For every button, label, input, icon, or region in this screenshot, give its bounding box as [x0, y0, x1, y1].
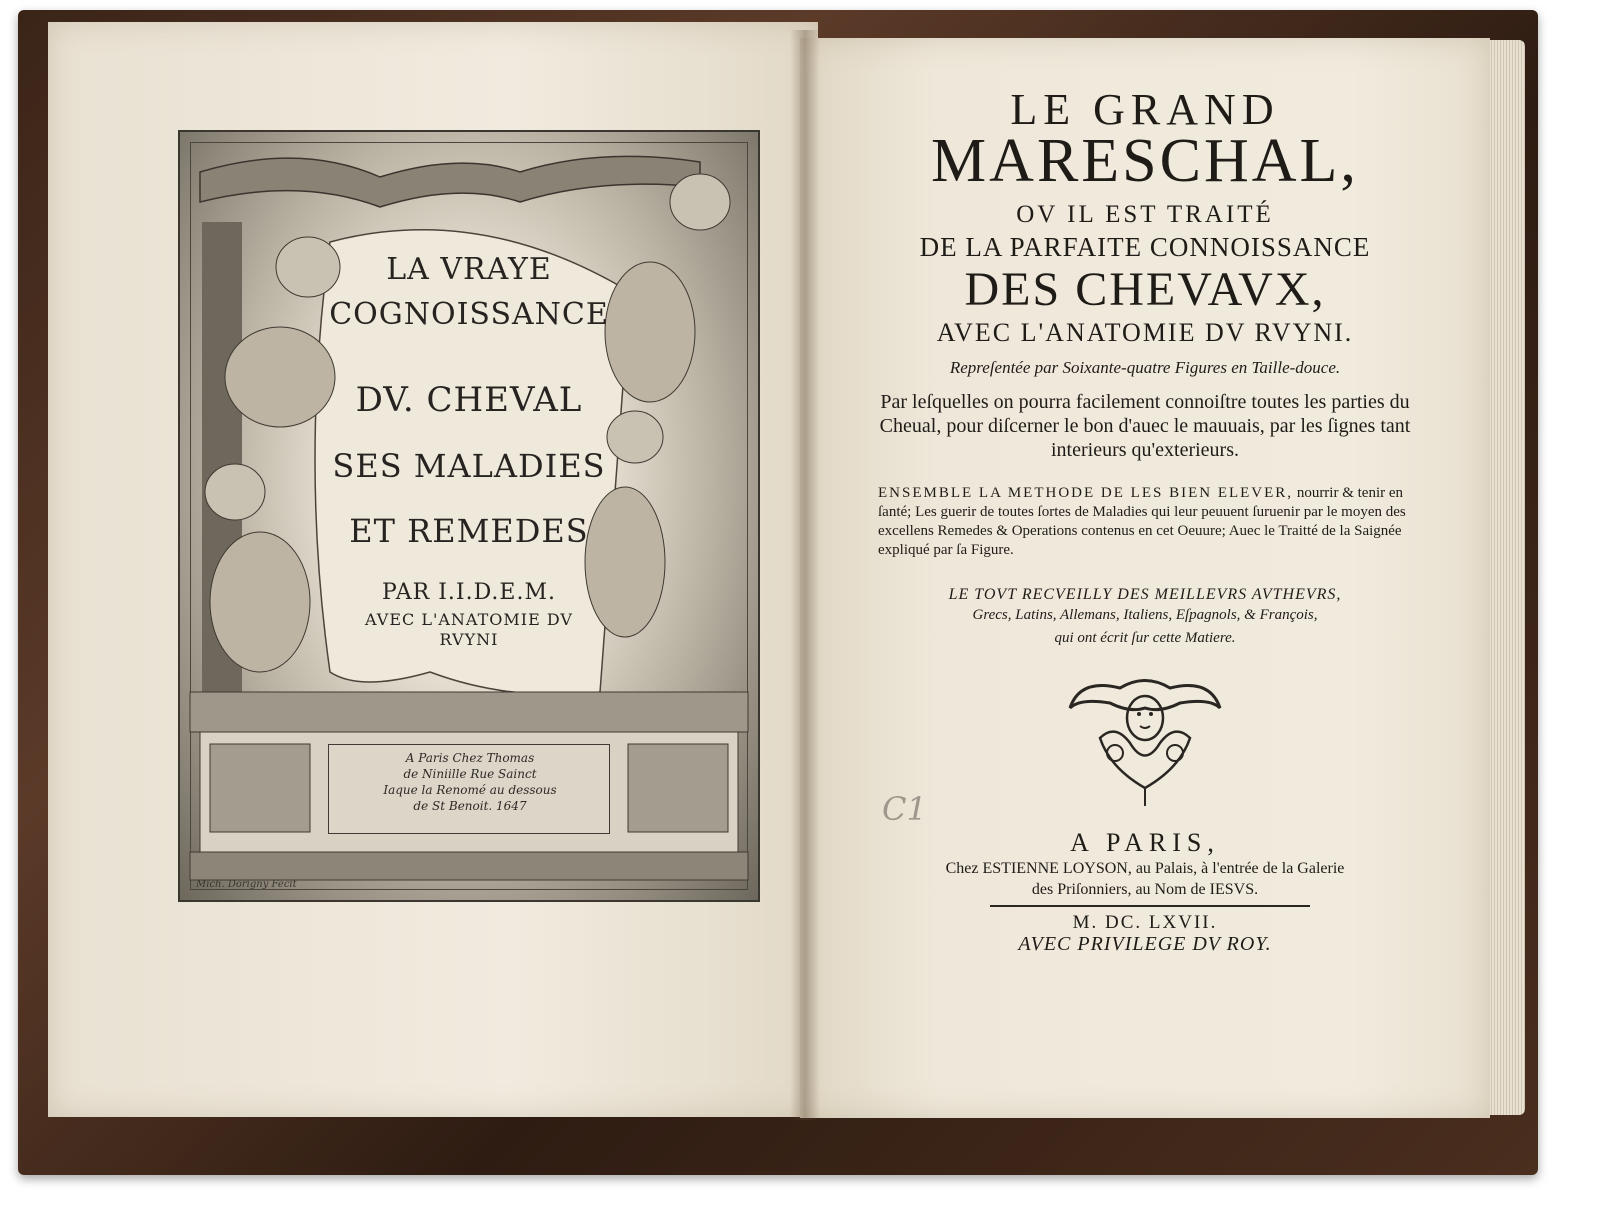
printers-ornament-icon [1060, 668, 1230, 808]
title-a-paris: A PARIS, [1070, 828, 1220, 857]
frontispiece-title-line-5: ET REMEDES [349, 512, 589, 550]
engraver-signature: Mich. Dorigny Fecit [196, 879, 297, 890]
title-privilege: AVEC PRIVILEGE DV ROY. [1018, 933, 1272, 955]
imprint-line: A Paris Chez Thomas [405, 751, 535, 765]
frontispiece-title-line-4: SES MALADIES [332, 447, 606, 485]
right-page [800, 38, 1490, 1118]
title-mareschal: MARESCHAL, [931, 127, 1359, 195]
title-le-grand: LE GRAND [1010, 85, 1280, 134]
ensemble-caps: ENSEMBLE LA METHODE DE LES BIEN ELEVER, [878, 485, 1294, 501]
title-ensemble-block [830, 484, 1460, 560]
frontispiece-title-line-3: DV. CHEVAL [355, 380, 583, 420]
title-le-tout: LE TOVT RECVEILLY DES MEILLEVRS AVTHEVRS, [948, 586, 1342, 603]
book-gutter [790, 30, 820, 1120]
title-figures: Repreſentée par Soixante-quatre Figures en Taille-douce. [949, 358, 1341, 377]
imprint-rule [990, 905, 1310, 907]
imprint-line: de Niniille Rue Sainct [403, 767, 537, 781]
frontispiece-engraving [178, 130, 760, 902]
title-publisher: Chez ESTIENNE LOYSON, au Palais, à l'entrée de la Galerie [945, 860, 1345, 877]
imprint-line: Iaque la Renomé au dessous [383, 783, 557, 797]
title-qui-ont-ecrit: qui ont écrit ſur cette Matiere. [1054, 630, 1236, 646]
title-des-chevaux: DES CHEVAVX, [964, 263, 1326, 316]
frontispiece-imprint [350, 750, 590, 814]
title-publisher-address: des Priſonniers, au Nom de IESVS. [1031, 881, 1259, 898]
frontispiece-anatomie-1: AVEC L'ANATOMIE DV [365, 610, 573, 629]
frontispiece-title-line-2: COGNOISSANCE [329, 297, 609, 332]
title-ou-il-est-traite: OV IL EST TRAITÉ [1016, 201, 1274, 228]
title-date: M. DC. LXVII. [1072, 912, 1218, 933]
frontispiece-anatomie-2: RVYNI [439, 630, 499, 649]
frontispiece-author: PAR I.I.D.E.M. [381, 580, 556, 605]
title-par-lesquelles: Par leſquelles on pourra facilement connoiſtre toutes les parties du Cheual, pour diſcerner le bon d'auec le mauuais, par les ſignes tant interieurs qu'exterieurs. [879, 391, 1411, 461]
title-avec-anatomie: AVEC L'ANATOMIE DV RVYNI. [936, 318, 1354, 347]
frontispiece-title-line-1: LA VRAYE [386, 252, 552, 287]
imprint-line: de St Benoit. 1647 [413, 799, 527, 813]
pencil-annotation: C1 [882, 790, 927, 828]
ensemble-text: nourrir & tenir en ſanté; Les guerir de toutes ſortes de Maladies qui leur peuuent ſuruenir par le moyen des excellens Remedes & Operations contenus en cet Oeuure; Auec le Traitté de la Saignée expliqué par ſa Figure. [878, 485, 1406, 558]
title-parfaite-connoissance: DE LA PARFAITE CONNOISSANCE [919, 232, 1371, 262]
title-grecs: Grecs, Latins, Allemans, Italiens, Eſpagnols, & François, [972, 607, 1318, 623]
